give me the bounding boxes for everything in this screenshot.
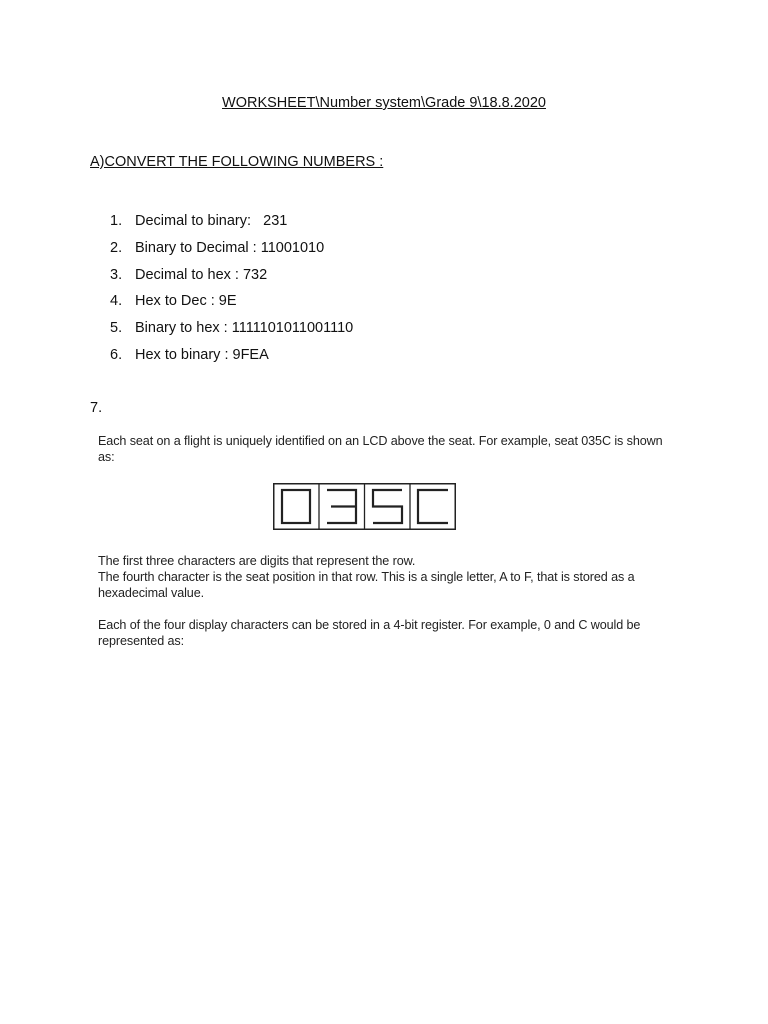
worksheet-title: WORKSHEET\Number system\Grade 9\18.8.2020 [222, 95, 546, 111]
list-item [110, 318, 353, 345]
description-line-2: The fourth character is the seat position in that row. This is a single letter, A to F, that is stored as a hexadecimal value. [98, 570, 635, 600]
question-number: 1. [110, 213, 123, 229]
question-text: Binary to hex : 1111101011001110 [135, 320, 354, 337]
question-list [110, 211, 353, 372]
intro-text: Each seat on a flight is uniquely identified on an LCD above the seat. For example, seat 035C is shown as: [98, 434, 663, 464]
question-number: 6. [110, 346, 123, 363]
list-item [110, 291, 353, 318]
lcd-seat-display [273, 483, 456, 530]
question-number: 5. [110, 320, 123, 337]
question-7-register [98, 617, 668, 649]
question-number: 4. [110, 293, 123, 310]
question-number: 2. [110, 239, 123, 256]
list-item [110, 211, 353, 238]
list-item [110, 238, 353, 265]
question-7-intro [98, 433, 668, 465]
list-item [110, 345, 353, 372]
question-text: Decimal to hex : 732 [135, 266, 268, 283]
question-text: Decimal to binary: 231 [135, 213, 288, 229]
question-text: Binary to Decimal : 11001010 [135, 239, 325, 256]
question-7-number: 7. [90, 400, 103, 416]
list-item [110, 265, 353, 292]
question-7-description [98, 553, 668, 601]
register-text: Each of the four display characters can be stored in a 4-bit register. For example, 0 and C would be represented as: [98, 618, 641, 648]
question-text: Hex to binary : 9FEA [135, 346, 269, 363]
description-line-1: The first three characters are digits that represent the row. [98, 554, 416, 568]
question-number: 3. [110, 266, 123, 283]
question-text: Hex to Dec : 9E [135, 293, 237, 310]
section-heading: A)CONVERT THE FOLLOWING NUMBERS : [90, 154, 384, 170]
